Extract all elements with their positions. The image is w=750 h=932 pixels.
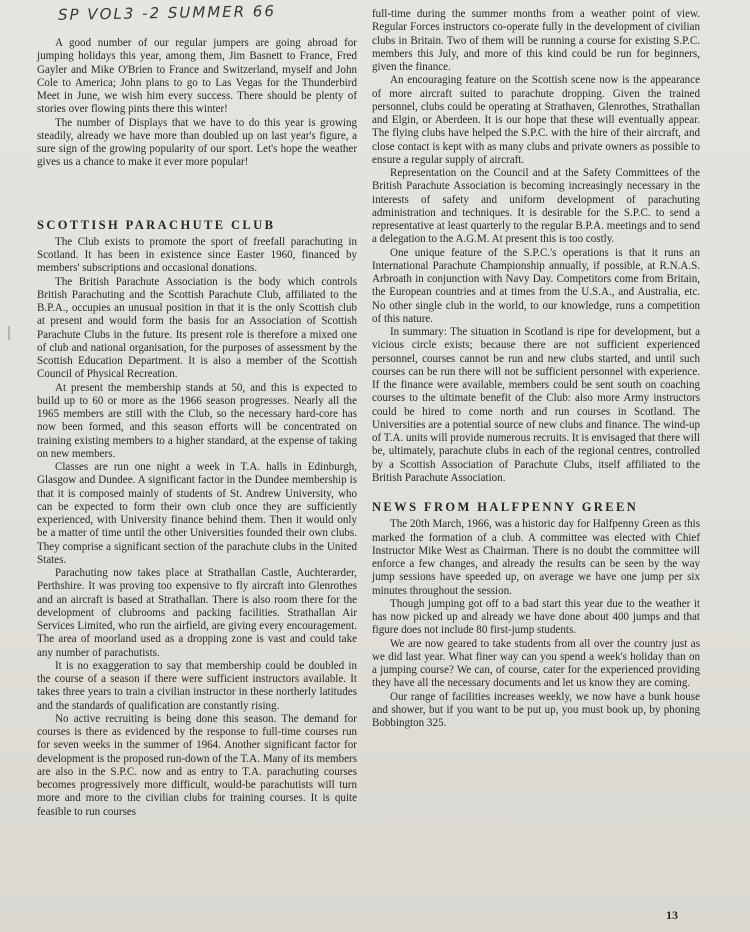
handwritten-note: SP VOL3 -2 SUMMER 66 [57,2,277,24]
article-paragraph: Our range of facilities increases weekly, we now have a bunk house and shower, but if you want to be put up, you must book up, by phoning Bobbington 325. [372,690,700,729]
page-number: 13 [666,908,678,922]
binder-mark [8,326,10,340]
intro-paragraph: A good number of our regular jumpers are going abroad for jumping holidays this year, among them, Jim Basnett to France, Fred Gayler and Mike O'Brien to France and Switzerland, myself and John Cole to America; John plans to go to Las Vegas for the Thunderbird Meet in June, we wish him every success. There should be plenty of stories over flowing pints there this winter! [37,37,357,116]
article-paragraph: Classes are run one night a week in T.A. halls in Edinburgh, Glasgow and Dundee. A significant factor in the Dundee membership is that it is composed mainly of students of St. Andrew University, who can be expected to form their own club once they are sufficiently experienced, with University finance behind them. Then it would only be a matter of time until the other Universities founded their own clubs. They comprise a significant section of the parachute clubs in the United States. [37,461,357,566]
scottish-parachute-club-heading: SCOTTISH PARACHUTE CLUB [37,217,276,232]
article-paragraph: At present the membership stands at 50, and this is expected to build up to 60 or more as the 1966 season progresses. Nearly all the 1965 members are still with the Club, so the necessary hard-core has now been formed, and this season efforts will be concentrated on training existing members to a higher standard, at the expense of taking on new members. [37,381,357,460]
article-paragraph: Representation on the Council and at the Safety Committees of the British Parachute Association is becoming increasingly necessary in the interests of safety and uniform development of parachuting administration and techniques. It is desirable for the S.P.C. to send a representative at least quarterly to the regular B.P.A. meetings and to send a delegation to the A.G.M. At present this is too costly. [372,167,700,246]
halfpenny-green-heading: NEWS FROM HALFPENNY GREEN [372,500,639,514]
article-paragraph: Though jumping got off to a bad start this year due to the weather it has now picked up and already we have done about 400 jumps and that figure does not include 80 first-jump students. [372,597,700,637]
intro-paragraph: The number of Displays that we have to do this year is growing steadily, already we have more than doubled up on last year's figure, a sure sign of the growing popularity of our sport. Let's hope the weather gives us a chance to make it ever more popular! [37,116,357,169]
left-column [37,37,357,819]
article-paragraph: No active recruiting is being done this season. The demand for courses is there as evidenced by the response to full-time courses run for seven weeks in the summer of 1964. Another significant factor for development is the proposed run-down of the T.A. Many of its members are also in the S.P.C. now and as entry to T.A. parachuting courses becomes progressively more difficult, would-be parachutists will turn more and more to the civilian clubs for training courses. It is quite feasible to run courses [37,712,357,818]
article-paragraph: One unique feature of the S.P.C.'s operations is that it runs an International Parachute Championship annually, if possible, at R.N.A.S. Arbroath in conjunction with Navy Day. Competitors come from Britain, the European countries and at times from the U.S.A., and Australia, etc. No other single club in the world, to our knowledge, runs a competition of this nature. [372,246,700,325]
article-paragraph-continued: full-time during the summer months from a weather point of view. Regular Forces instructors co-operate fully in the development of civilian clubs in Britain. Two of them will be running a course for existing S.P.C. members this July, and more of this kind could be run for beginners, given the finance. [372,8,700,73]
article-paragraph: Parachuting now takes place at Strathallan Castle, Auchterarder, Perthshire. It was proving too expensive to fly aircraft into Glenrothes and an aircraft is based at Strathallan. There is also room there for the development of clubrooms and packing facilities. Strathallan Air Services Limited, who run the airfield, are giving every encouragement. The area of moorland used as a dropping zone is vast and could take any number of parachutists. [37,567,357,659]
article-paragraph: The British Parachute Association is the body which controls British Parachuting and the Scottish Parachute Club, affiliated to the B.P.A., occupies an unusual position in that it is the only Scottish club at present and would form the basis for an Association of Scottish Parachute Clubs in the future. Its present role is therefore a mixed one of club and national organisation, for the purposes of assessment by the Scottish Education Department. It is also a member of the Scottish Council of Physical Recreation. [37,275,357,381]
right-column [372,8,700,730]
article-paragraph: It is no exaggeration to say that membership could be doubled in the course of a season if there were sufficient instructors available. It takes three years to train a civilian instructor in these northerly latitudes and the standards of qualification are constantly rising. [37,659,357,712]
article-paragraph: The Club exists to promote the sport of freefall parachuting in Scotland. It has been in existence since Easter 1960, financed by members' subscriptions and occasional donations. [37,235,357,275]
article-paragraph: An encouraging feature on the Scottish scene now is the appearance of more aircraft suited to parachute dropping. Given the trained personnel, clubs could be operating at Strathaven, Glenrothes, Strathallan and Elgin, or Aberdeen. It is our hope that these will eventually appear. The flying clubs have helped the S.P.C. with the hire of their aircraft, and close contact is kept with as many clubs and private owners as possible to ensure a regular supply of aircraft. [372,74,700,166]
article-paragraph: In summary: The situation in Scotland is ripe for development, but a vicious circle exists; because there are not sufficient experienced personnel, courses cannot be run and new clubs started, and until such courses can be run there will not be sufficient personnel with experience. If the finance were available, members could be sent south on coaching courses to the ultimate benefit of the Club: also more Army instructors could be hired to come north and run courses in Scotland. The Universities are a potential source of new clubs and finance. The wind-up of T.A. units will provide numerous recruits. It is envisaged that there will be, ultimately, parachute clubs in each of the regional centres, controlled by a Scottish Association of Parachute Clubs, itself affiliated to the British Parachute Association. [372,326,700,484]
article-paragraph: We are now geared to take students from all over the country just as we did last year. What finer way can you spend a week's holiday than on a jumping course? We can, of course, cater for the experienced providing they have all the necessary documents and let us know they are coming. [372,637,700,690]
article-paragraph: The 20th March, 1966, was a historic day for Halfpenny Green as this marked the formation of a club. A committee was elected with Chief Instructor Mike West as Chairman. There is no doubt the committee will enforce a few changes, and already the results can be seen by the way jump sessions have speeded up, on average we have one jump per six minutes throughout the session. [372,518,700,597]
